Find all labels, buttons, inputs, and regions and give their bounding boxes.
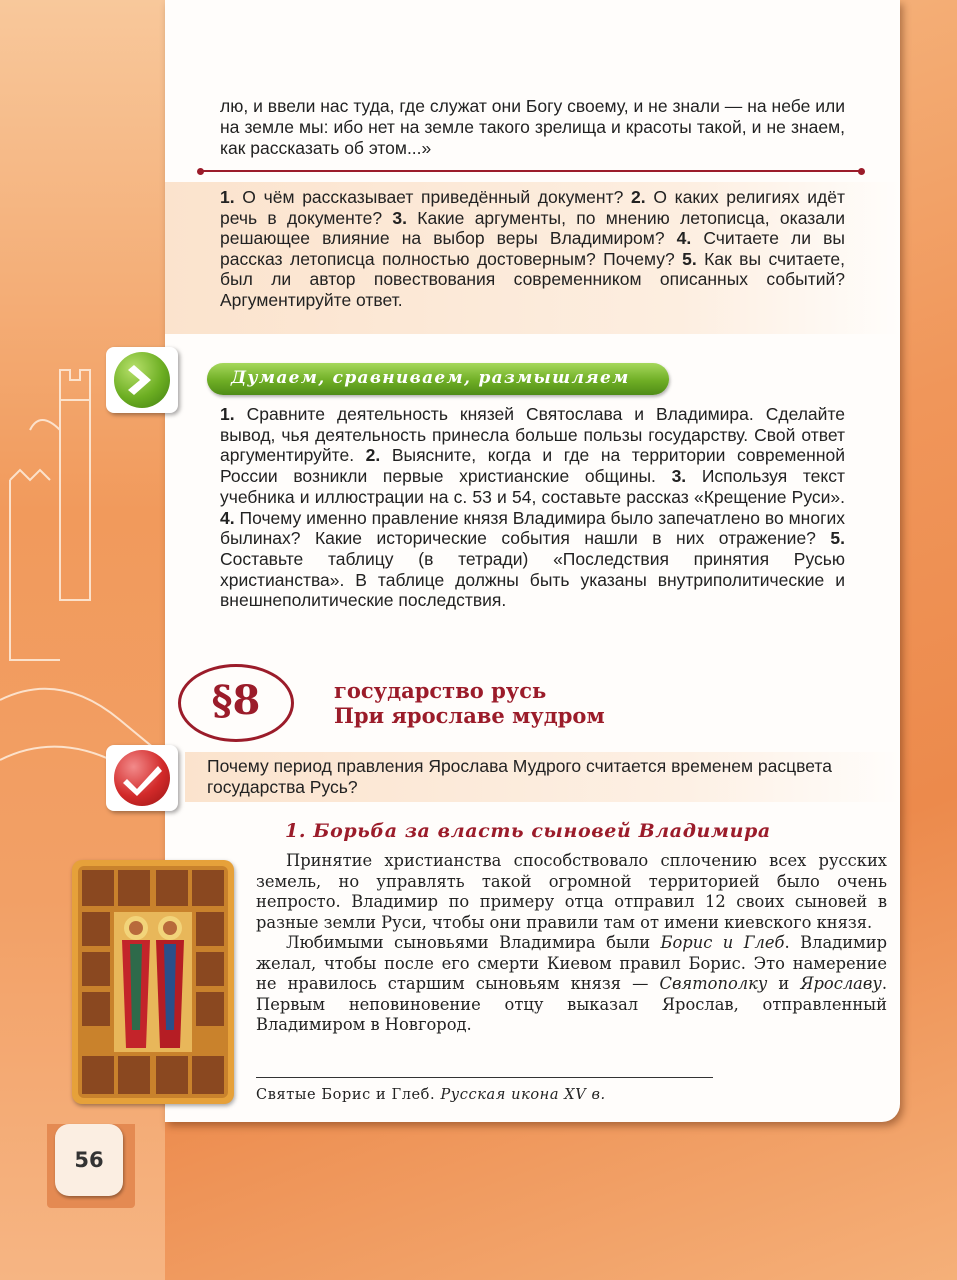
main-body-text: Принятие христианства способствовало сплочению всех русских земель, но управлять такой огромной территорией было очень непросто. Владимир по примеру отца отправил 12 своих сыновей в разные земли Руси, чтобы они правили там от имени киевского князя. Любимыми сыновьями Владимира были Борис и Глеб. Владимир желал, чтобы после его смерти Киевом правил Борис. Это намерение не нравилось старшим сыновьям князя — Святополку и Ярославу. Первым неповиновение отцу выказал Ярослав, отправленный Владимиром в Новгород. (256, 851, 888, 1034)
caption-rule (256, 1077, 713, 1078)
section-heading: 1. Борьба за власть сыновей Владимира (285, 820, 771, 842)
think-tasks: 1. Сравните деятельность князей Святослава и Владимира. Сделайте вывод, чья деятельность принесла больше пользы государству. Свой ответ аргументируйте. 2. Выясните, когда и где на территории современной России возникли первые христианские общины. 3. Используя текст учебника и иллюстрации на с. 53 и 54, составьте рассказ «Крещение Руси». 4. Почему именно правление князя Владимира было запечатлено во многих былинах? Какие исторические события нашли в них отражение? 5. Составьте таблицу (в тетради) «Последствия принятия Русью христианства». В таблице должны быть указаны внутриполитические и внешнеполитические последствия. (220, 404, 845, 611)
body-paragraph-2: Любимыми сыновьями Владимира были Борис и Глеб. Владимир желал, чтобы после его смерти Киевом правил Борис. Это намерение не нравилось старшим сыновьям князя — Святополку и Ярославу. Первым неповиновение отцу выказал Ярослав, отправленный Владимиром в Новгород. (256, 933, 888, 1034)
chronicle-quote: лю, и ввели нас туда, где служат они Богу своему, и не знали — на небе или на земле мы: ибо нет на земле такого зрелища и красоты такой, и не знаем, как рассказать об этом...» (220, 96, 845, 158)
key-question: Почему период правления Ярослава Мудрого считается временем расцвета государства Русь? (207, 756, 832, 797)
paragraph-number-badge: §8 (178, 664, 294, 742)
arrow-badge (106, 347, 178, 413)
quote-divider (200, 170, 862, 172)
think-section-header: Думаем, сравниваем, размышляем (207, 363, 669, 395)
document-questions: 1. О чём рассказывает приведённый документ? 2. О каких религиях идёт речь в документе? 3. Какие аргументы, по мнению летописца, оказали решающее влияние на выбор веры Владимиром? 4. Считаете ли вы рассказ летописца полностью достоверным? Почему? 5. Как вы считаете, был ли автор повествования современником описанных событий? Аргументируйте ответ. (220, 187, 846, 310)
paragraph-title: государство русь При ярославе мудром (334, 678, 605, 728)
check-badge (106, 745, 178, 811)
illustration-caption: Святые Борис и Глеб. Русская икона XV в. (256, 1087, 606, 1103)
chevron-right-icon (114, 352, 170, 408)
icon-illustration (72, 860, 234, 1104)
page-number: 56 (55, 1124, 123, 1196)
checkmark-icon (114, 750, 170, 806)
